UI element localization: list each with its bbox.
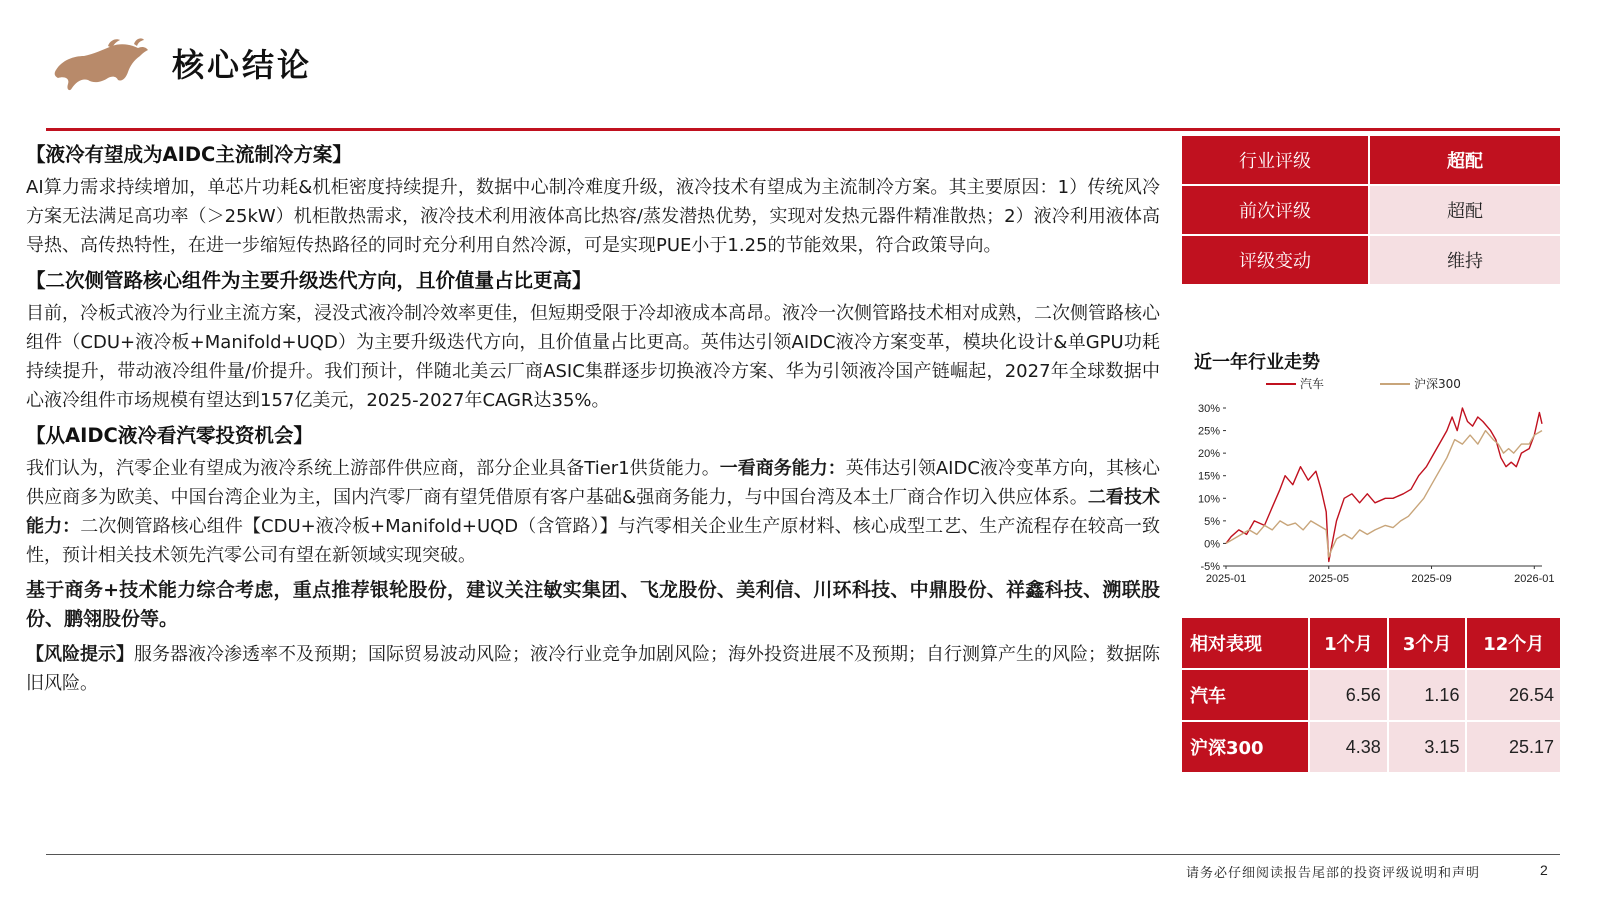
chart-title: 近一年行业走势 (1194, 352, 1320, 373)
page-title: 核心结论 (172, 46, 313, 84)
auto-parts-bold-b: 二看技术能力： (26, 487, 1161, 537)
performance-name: 沪深300 (1181, 721, 1309, 773)
performance-row (1181, 669, 1561, 721)
section-text-secondary-pipeline: 目前，冷板式液冷为行业主流方案，浸没式液冷制冷效率更佳，但短期受限于冷却液成本高昂。液冷一次侧管路技术相对成熟，二次侧管路核心组件（CDU+液冷板+Manifold+UQD）为主要升级迭代方向，且价值量占比更高。英伟达引领AIDC液冷方案变革，模块化设计&单GPU功耗持续提升，带动液冷组件量/价提升。我们预计，伴随北美云厂商ASIC集群逐步切换液冷方案、华为引领液冷国产链崛起，2027年全球数据中心液冷组件市场规模有望达到157亿美元，2025-2027年CAGR达35%。 (26, 303, 1160, 411)
section-heading-liquid-cooling: 【液冷有望成为AIDC主流制冷方案】 (26, 143, 352, 166)
performance-value: 1.16 (1388, 669, 1467, 721)
y-tick-label: 20% (1197, 448, 1220, 461)
legend-label: 沪深300 (1414, 377, 1461, 391)
performance-value: 4.38 (1309, 721, 1388, 773)
performance-row (1181, 721, 1561, 773)
auto-parts-text-c: 二次侧管路核心组件【CDU+液冷板+Manifold+UQD（含管路）】与汽零相关企业生产原材料、核心成型工艺、生产流程存在较高一致性，预计相关技术领先汽零公司有望在新领域实现突破。 (26, 516, 1161, 566)
section-heading-auto-parts: 【从AIDC液冷看汽零投资机会】 (26, 424, 313, 447)
rating-label: 前次评级 (1181, 185, 1369, 235)
risk-text (26, 640, 1160, 698)
y-tick-label: 25% (1197, 425, 1220, 438)
auto-parts-text-b: 英伟达引领AIDC液冷变革方向，其核心供应商多为欧美、中国台湾企业为主，国内汽零厂商有望凭借原有客户基础&强商务能力，与中国台湾及本土厂商合作切入供应体系。 (26, 458, 1160, 508)
performance-table (1180, 616, 1562, 774)
y-tick-label: 0% (1204, 538, 1220, 551)
performance-header-cell: 3个月 (1388, 617, 1467, 669)
section-text-liquid-cooling: AI算力需求持续增加，单芯片功耗&机柜密度持续提升，数据中心制冷难度升级，液冷技术有望成为主流制冷方案。其主要原因：1）传统风冷方案无法满足高功率（＞25kW）机柜散热需求，液冷技术利用液体高比热容/蒸发潜热优势，实现对发热元器件精准散热；2）液冷利用液体高导热、高传热特性，在进一步缩短传热路径的同时充分利用自然冷源，可是实现PUE小于1.25的节能效果，符合政策导向。 (26, 177, 1160, 256)
rating-table (1180, 134, 1562, 286)
performance-name: 汽车 (1181, 669, 1309, 721)
main-content (26, 140, 1160, 704)
x-tick-label: 2026-01 (1514, 573, 1555, 585)
rating-row (1181, 185, 1561, 235)
performance-value: 6.56 (1309, 669, 1388, 721)
section-text-auto-parts (26, 454, 1160, 570)
rating-label: 行业评级 (1181, 135, 1369, 185)
performance-header-cell: 1个月 (1309, 617, 1388, 669)
y-tick-label: 30% (1197, 403, 1220, 415)
rating-label: 评级变动 (1181, 235, 1369, 285)
auto-parts-bold-a: 一看商务能力： (719, 458, 846, 479)
rating-value: 超配 (1369, 185, 1561, 235)
series-line-auto (1226, 408, 1542, 562)
industry-trend-chart (1180, 372, 1562, 602)
rating-row (1181, 235, 1561, 285)
recommendation-text: 基于商务+技术能力综合考虑，重点推荐银轮股份，建议关注敏实集团、飞龙股份、美利信、川环科技、中鼎股份、祥鑫科技、溯联股份、鹏翎股份等。 (26, 579, 1160, 630)
header-divider (46, 128, 1560, 131)
performance-header-cell: 相对表现 (1181, 617, 1309, 669)
performance-value: 3.15 (1388, 721, 1467, 773)
performance-value: 25.17 (1466, 721, 1561, 773)
y-tick-label: 15% (1197, 470, 1220, 483)
x-tick-label: 2025-05 (1308, 573, 1349, 585)
x-tick-label: 2025-01 (1205, 573, 1247, 585)
performance-header-row (1181, 617, 1561, 669)
risk-label: 【风险提示】 (26, 644, 134, 665)
risk-body: 服务器液冷渗透率不及预期；国际贸易波动风险；液冷行业竞争加剧风险；海外投资进展不及预期；自行测算产生的风险；数据陈旧风险。 (26, 644, 1160, 694)
x-tick-label: 2025-09 (1411, 573, 1452, 585)
y-tick-label: -5% (1200, 561, 1220, 573)
rating-value: 超配 (1369, 135, 1561, 185)
series-line-hs300 (1226, 431, 1542, 557)
auto-parts-text-a: 我们认为，汽零企业有望成为液冷系统上游部件供应商，部分企业具备Tier1供货能力。 (26, 458, 720, 479)
y-tick-label: 10% (1197, 493, 1220, 506)
rating-value: 维持 (1369, 235, 1561, 285)
bull-logo-icon (50, 36, 150, 96)
legend-label: 汽车 (1300, 377, 1325, 391)
footer-divider (46, 854, 1560, 855)
disclaimer-note: 请务必仔细阅读报告尾部的投资评级说明和声明 (1186, 866, 1481, 881)
section-heading-secondary-pipeline: 【二次侧管路核心组件为主要升级迭代方向，且价值量占比更高】 (26, 269, 592, 292)
performance-value: 26.54 (1466, 669, 1561, 721)
performance-header-cell: 12个月 (1466, 617, 1561, 669)
y-tick-label: 5% (1204, 515, 1220, 528)
page-number: 2 (1540, 862, 1548, 878)
rating-row (1181, 135, 1561, 185)
